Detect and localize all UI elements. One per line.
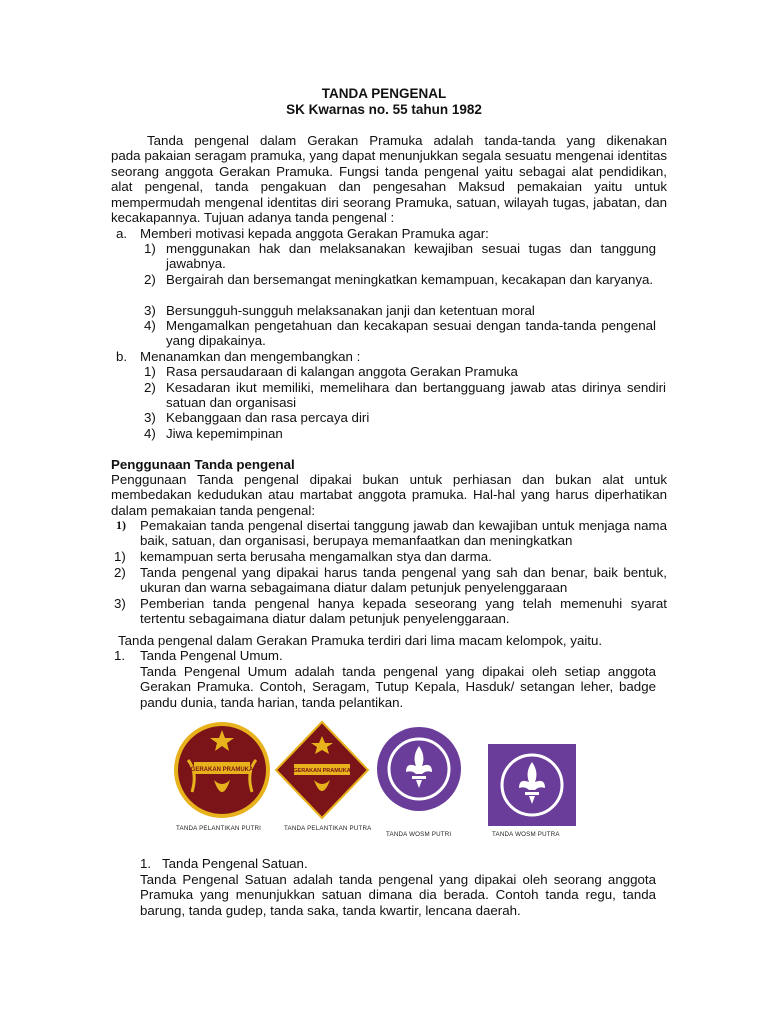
- group-1-label: 1.: [114, 648, 126, 663]
- purpose-a-3-text: Bersungguh-sungguh melaksanakan janji dan ketentuan moral: [166, 303, 535, 318]
- purpose-a-4-text: Mengamalkan pengetahuan dan kecakapan sesuai dengan tanda-tanda pengenal yang dipakainya.: [166, 318, 656, 349]
- usage-2-text: Tanda pengenal yang dipakai harus tanda pengenal yang sah dan benar, baik bentuk, ukuran dan warna sebagaimana diatur dalam petunjuk penyelenggaraan: [140, 565, 667, 596]
- badge-caption-1: TANDA PELANTIKAN PUTRI: [176, 825, 262, 832]
- wosm-putra-badge-image: [488, 744, 576, 826]
- badge-2-ribbon-text: GERAKAN PRAMUKA: [293, 768, 351, 774]
- purpose-b-4-label: 4): [144, 426, 156, 441]
- usage-1-label: 1): [116, 518, 126, 532]
- purpose-b-3-label: 3): [144, 410, 156, 425]
- usage-1b-label: 1): [114, 549, 126, 564]
- purpose-b-2-label: 2): [144, 380, 156, 395]
- pelantikan-putri-badge-image: [170, 714, 274, 824]
- usage-3-label: 3): [114, 596, 126, 611]
- usage-1b-text: kemampuan serta berusaha mengamalkan stya dan darma.: [140, 549, 492, 564]
- purpose-a-3-label: 3): [144, 303, 156, 318]
- group-1-text: Tanda Pengenal Umum adalah tanda pengenal yang dipakai oleh setiap anggota Gerakan Pramuka. Contoh, Seragam, Tutup Kepala, Hasduk/ setangan leher, badge pandu dunia, tanda harian, tanda pelantikan.: [140, 664, 656, 710]
- purpose-b-1-label: 1): [144, 364, 156, 379]
- wosm-putri-badge-image: [376, 726, 462, 812]
- usage-paragraph: Penggunaan Tanda pengenal dipakai bukan untuk perhiasan dan bukan alat untuk membedakan kedudukan atau martabat anggota pramuka. Hal-hal yang harus diperhatikan dalam pemakaian tanda pengenal:: [111, 472, 667, 518]
- pelantikan-putra-badge-image: [272, 718, 372, 822]
- purpose-b-4-text: Jiwa kepemimpinan: [166, 426, 283, 441]
- intro-body: pada pakaian seragam pramuka, yang dapat menunjukkan segala sesuatu mengenai identitas seorang anggota Gerakan Pramuka. Fungsi tanda pengenal yaitu sebagai alat pendidikan, alat pengenal, tanda pengakuan dan pengesahan Maksud pemakaian yaitu untuk mempermudah mengenal identitas diri seorang Pramuka, satuan, wilayah tugas, jabatan, dan kecakapannya. Tujuan adanya tanda pengenal :: [111, 148, 667, 226]
- purpose-a-1-label: 1): [144, 241, 156, 256]
- badge-caption-4: TANDA WOSM PUTRA: [492, 831, 560, 838]
- badge-caption-2: TANDA PELANTIKAN PUTRA: [284, 825, 372, 832]
- usage-heading: Penggunaan Tanda pengenal: [111, 457, 295, 472]
- group-2-label: 1.: [140, 856, 152, 871]
- purpose-a-2-label: 2): [144, 272, 156, 287]
- document-title: TANDA PENGENAL: [321, 86, 447, 101]
- badge-1-ribbon-text: GERAKAN PRAMUKA: [190, 767, 254, 773]
- purpose-b-label: b.: [116, 349, 128, 364]
- group-1-title: Tanda Pengenal Umum.: [140, 648, 283, 663]
- usage-3-text: Pemberian tanda pengenal hanya kepada seseorang yang telah memenuhi syarat tertentu sebagaimana diatur dalam petunjuk penyelenggaraan.: [140, 596, 667, 627]
- usage-1-text: Pemakaian tanda pengenal disertai tanggung jawab dan kewajiban untuk menjaga nama baik, satuan, dan organisasi, berupaya memanfaatkan dan meningkatkan: [140, 518, 667, 549]
- purpose-a-text: Memberi motivasi kepada anggota Gerakan Pramuka agar:: [140, 226, 489, 241]
- intro-first-line: Tanda pengenal dalam Gerakan Pramuka adalah tanda-tanda yang dikenakan: [147, 133, 667, 148]
- usage-2-label: 2): [114, 565, 126, 580]
- badge-images: [170, 714, 580, 842]
- purpose-b-1-text: Rasa persaudaraan di kalangan anggota Gerakan Pramuka: [166, 364, 518, 379]
- purpose-a-4-label: 4): [144, 318, 156, 333]
- purpose-b-3-text: Kebanggaan dan rasa percaya diri: [166, 410, 370, 425]
- purpose-b-2-text: Kesadaran ikut memiliki, memelihara dan bertangguang jawab atas dirinya sendiri satuan dan organisasi: [166, 380, 666, 411]
- purpose-b-text: Menanamkan dan mengembangkan :: [140, 349, 361, 364]
- groups-intro: Tanda pengenal dalam Gerakan Pramuka terdiri dari lima macam kelompok, yaitu.: [118, 633, 603, 648]
- intro-paragraph: [111, 133, 667, 225]
- document-subtitle: SK Kwarnas no. 55 tahun 1982: [286, 102, 482, 117]
- purpose-a-1-text: menggunakan hak dan melaksanakan kewajiban sesuai tugas dan tanggung jawabnya.: [166, 241, 656, 272]
- badge-caption-3: TANDA WOSM PUTRI: [386, 831, 452, 838]
- purpose-a-2-text: Bergairah dan bersemangat meningkatkan kemampuan, kecakapan dan karyanya.: [166, 272, 654, 287]
- purpose-a-label: a.: [116, 226, 128, 241]
- group-2-title: Tanda Pengenal Satuan.: [162, 856, 308, 871]
- group-2-text: Tanda Pengenal Satuan adalah tanda pengenal yang dipakai oleh seorang anggota Pramuka yang menunjukkan satuan dimana dia berada. Contoh tanda regu, tanda barung, tanda gudep, tanda saka, tanda kwartir, lencana daerah.: [140, 872, 656, 918]
